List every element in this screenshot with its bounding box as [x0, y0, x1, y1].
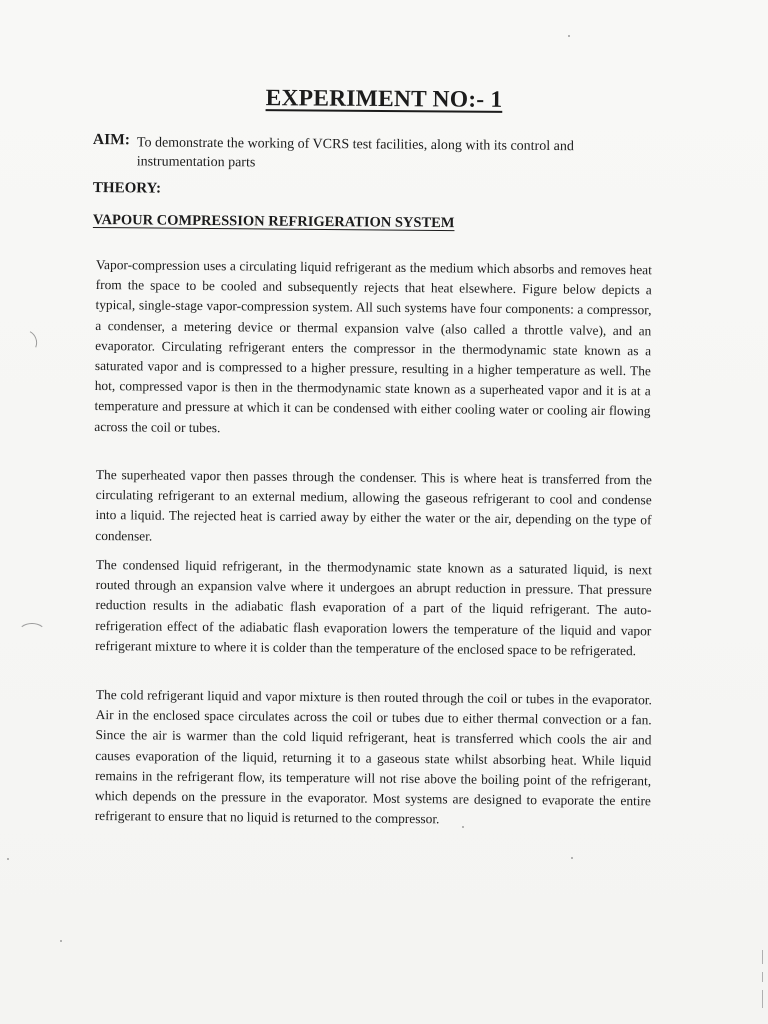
scan-speck: [7, 858, 9, 860]
aim-block: [92, 131, 653, 171]
paragraph-3: The condensed liquid refrigerant, in the thermodynamic state known as a saturated liquid, is next routed through an expansion valve where it undergoes an abrupt reduction in pressure. That pressure reduction results in the adiabatic flash evaporation of a part of the liquid refrigerant. The auto-refrigeration effect of the adiabatic flash evaporation lowers the temperature of the liquid and vapor refrigerant mixture to where it is colder than the temperature of the enclosed space to be refrigerated.: [95, 557, 652, 659]
scan-edge-mark: [762, 972, 763, 982]
scan-speck: [571, 857, 573, 859]
paragraph-1: Vapor-compression uses a circulating liquid refrigerant as the medium which absorbs and removes heat from the space to be cooled and subsequently rejects that heat elsewhere. Figure below depicts a typical, single-stage vapor-compression system. All such systems have four components: a compressor, a condenser, a metering device or thermal expansion valve (also called a throttle valve), and an evaporator. Circulating refrigerant enters the compressor in the thermodynamic state known as a saturated vapor and is compressed to a higher pressure, resulting in a higher temperature as well. The hot, compressed vapor is then in the thermodynamic state known as a superheated vapor and it is at a temperature and pressure at which it can be condensed with either cooling water or cooling air flowing across the coil or tubes.: [94, 257, 652, 436]
scan-edge-mark: [762, 990, 763, 1008]
scan-speck: [568, 35, 570, 37]
aim-text: To demonstrate the working of VCRS test facilities, along with its control and instrumentation parts: [136, 135, 574, 171]
aim-label: AIM:: [92, 131, 131, 149]
page-title: EXPERIMENT NO:- 1: [265, 85, 503, 113]
scan-mark: [12, 327, 41, 357]
section-heading: VAPOUR COMPRESSION REFRIGERATION SYSTEM: [92, 212, 455, 232]
paragraph-4: The cold refrigerant liquid and vapor mixture is then routed through the coil or tubes in the evaporator. Air in the enclosed space circulates across the coil or tubes due to either thermal convection or a fan. Since the air is warmer than the cold liquid refrigerant, heat is transferred which cools the air and causes evaporation of the liquid, returning it to a gaseous state whilst absorbing heat. While liquid remains in the refrigerant flow, its temperature will not rise above the boiling point of the refrigerant, which depends on the pressure in the evaporator. Most systems are designed to evaporate the entire refrigerant to ensure that no liquid is returned to the compressor.: [94, 687, 652, 827]
scan-speck: [60, 940, 62, 942]
scan-mark: [18, 623, 46, 643]
scan-edge-mark: [762, 950, 763, 964]
scan-speck: [462, 826, 464, 828]
paragraph-2: The superheated vapor then passes through the condenser. This is where heat is transferred from the circulating refrigerant to an external medium, allowing the gaseous refrigerant to cool and condense into a liquid. The rejected heat is carried away by either the water or the air, depending on the type of condenser.: [95, 467, 652, 544]
theory-heading: THEORY:: [92, 180, 162, 197]
